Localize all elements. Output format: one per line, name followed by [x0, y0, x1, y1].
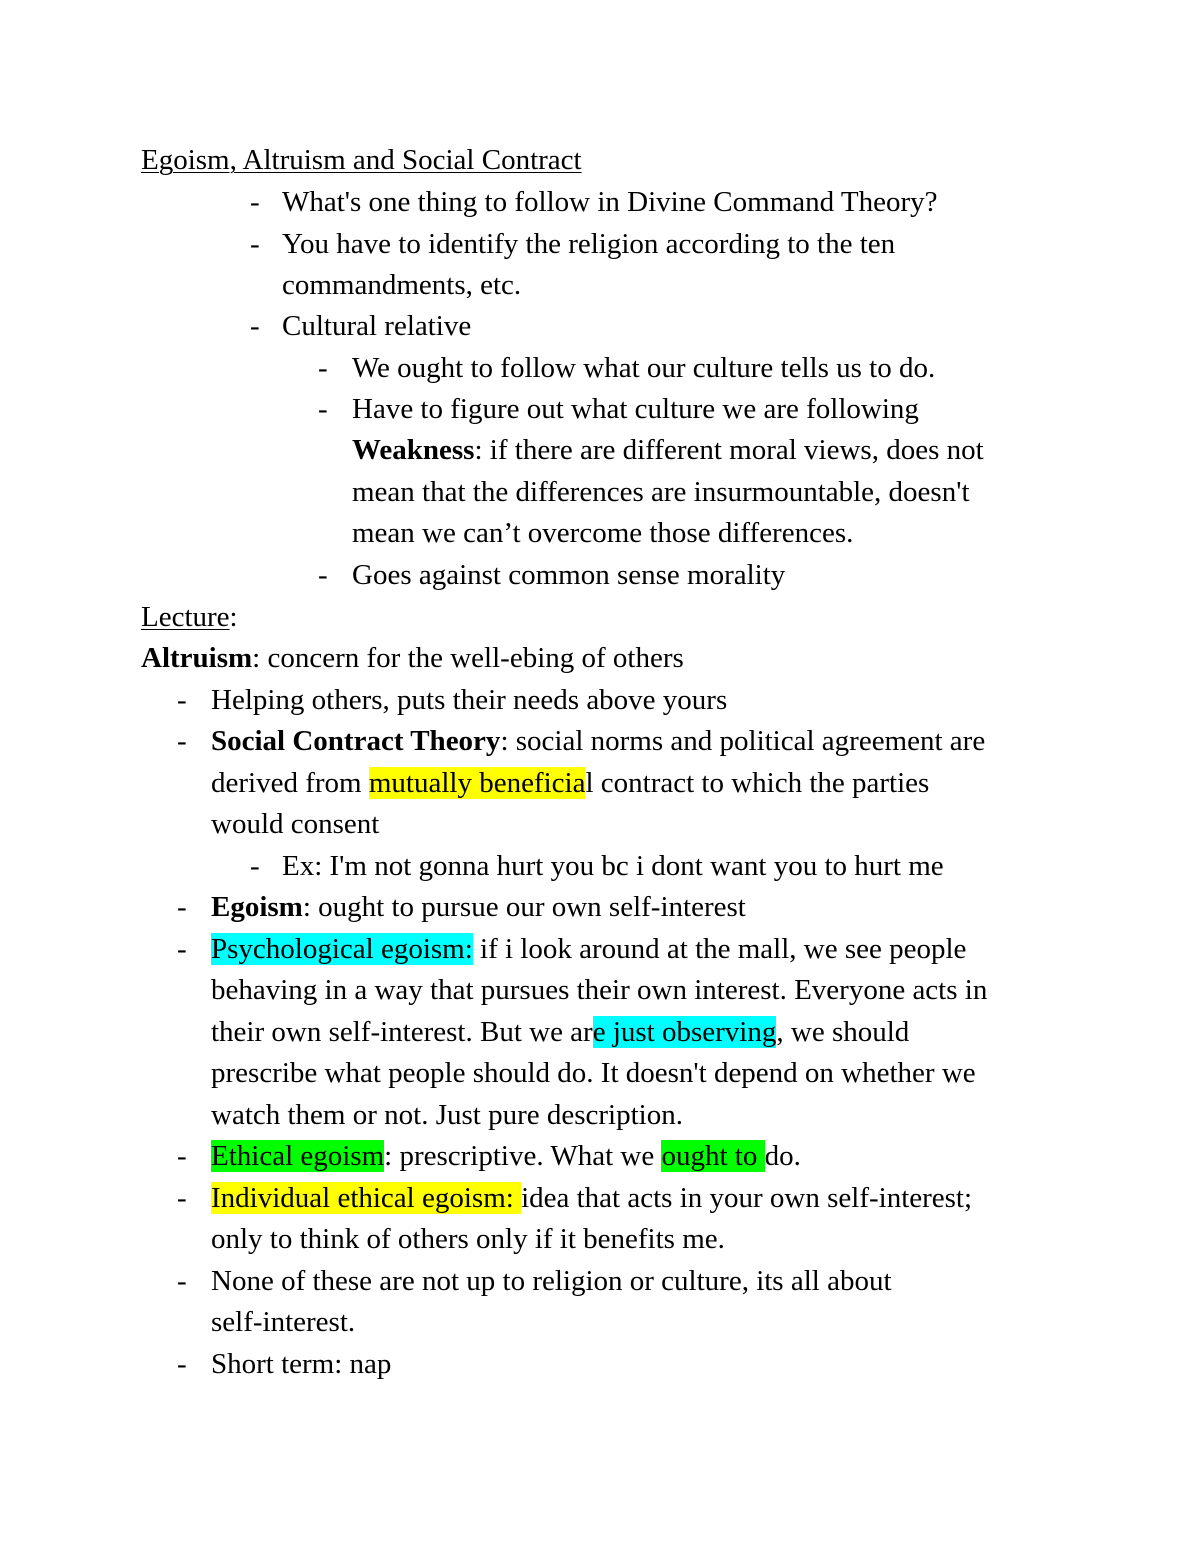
- egoism-def: : ought to pursue our own self-interest: [302, 891, 746, 923]
- cultural-subitem-figure-out: Have to figure out what culture we are following: [352, 393, 919, 425]
- lecture-item-helping: Helping others, puts their needs above yours: [211, 684, 728, 716]
- bullet-dash: -: [250, 228, 260, 260]
- altruism-term: Altruism: [141, 642, 253, 674]
- bullet-dash: -: [318, 559, 328, 591]
- bullet-dash: -: [177, 1182, 187, 1214]
- bullet-dash: -: [177, 891, 187, 923]
- lecture-heading-text: Lecture: [141, 601, 230, 633]
- lecture-heading: [141, 599, 238, 635]
- weakness-label: Weakness: [352, 434, 475, 466]
- sct-line3: would consent: [211, 808, 380, 840]
- review-item-religion-line2: commandments, etc.: [282, 269, 522, 301]
- sct-line1: [211, 723, 985, 759]
- ethical-egoism-line: [211, 1138, 801, 1174]
- review-item-cultural-relative: Cultural relative: [282, 310, 472, 342]
- psych-text: if i look around at the mall, we see people: [472, 933, 967, 965]
- psych-line4: prescribe what people should do. It doesn't depend on whether we: [211, 1057, 976, 1089]
- highlight-just-observing: e just observing: [592, 1016, 777, 1048]
- highlight-ought-to: ought to: [661, 1140, 765, 1172]
- document-title: Egoism, Altruism and Social Contract: [141, 144, 582, 176]
- sct-def: : social norms and political agreement are: [500, 725, 986, 757]
- cultural-subitem-common-sense: Goes against common sense morality: [352, 559, 786, 591]
- altruism-def: : concern for the well-ebing of others: [252, 642, 684, 674]
- sct-line2: [211, 765, 929, 801]
- bullet-dash: -: [177, 1348, 187, 1380]
- sct-text: l contract to which the parties: [585, 767, 930, 799]
- sct-text: derived from: [211, 767, 369, 799]
- lecture-heading-colon: :: [229, 601, 238, 633]
- ethical-text: do.: [764, 1140, 801, 1172]
- bullet-dash: -: [177, 933, 187, 965]
- weakness-line1: [352, 432, 984, 468]
- psych-text: , we should: [776, 1016, 910, 1048]
- bullet-dash: -: [250, 850, 260, 882]
- review-item-religion-line1: You have to identify the religion according to the ten: [282, 228, 896, 260]
- weakness-text: : if there are different moral views, does not: [474, 434, 984, 466]
- bullet-dash: -: [250, 310, 260, 342]
- bullet-dash: -: [177, 684, 187, 716]
- egoism-term: Egoism: [211, 891, 303, 923]
- psych-line1: [211, 931, 966, 967]
- none-line1: None of these are not up to religion or culture, its all about: [211, 1265, 892, 1297]
- altruism-definition: [141, 640, 684, 676]
- highlight-psychological-egoism: Psychological egoism:: [211, 933, 473, 965]
- individual-line2: only to think of others only if it benefits me.: [211, 1223, 725, 1255]
- short-term-line: Short term: nap: [211, 1348, 392, 1380]
- review-item-divine-command: What's one thing to follow in Divine Command Theory?: [282, 186, 938, 218]
- bullet-dash: -: [318, 352, 328, 384]
- bullet-dash: -: [177, 1140, 187, 1172]
- cultural-subitem-ought: We ought to follow what our culture tells us to do.: [352, 352, 936, 384]
- egoism-definition: [211, 889, 746, 925]
- individual-line1: [211, 1180, 972, 1216]
- sct-term: Social Contract Theory: [211, 725, 501, 757]
- weakness-line2: mean that the differences are insurmountable, doesn't: [352, 476, 970, 508]
- bullet-dash: -: [177, 725, 187, 757]
- ethical-text: : prescriptive. What we: [384, 1140, 662, 1172]
- highlight-individual-ethical-egoism: Individual ethical egoism:: [211, 1182, 522, 1214]
- bullet-dash: -: [250, 186, 260, 218]
- highlight-mutually-beneficial: mutually beneficia: [368, 767, 586, 799]
- psych-line5: watch them or not. Just pure description.: [211, 1099, 683, 1131]
- none-line2: self-interest.: [211, 1306, 356, 1338]
- psych-line3: [211, 1014, 909, 1050]
- highlight-ethical-egoism: Ethical egoism: [211, 1140, 385, 1172]
- psych-text: their own self-interest. But we ar: [211, 1016, 593, 1048]
- bullet-dash: -: [318, 393, 328, 425]
- weakness-line3: mean we can’t overcome those differences.: [352, 517, 854, 549]
- sct-example: Ex: I'm not gonna hurt you bc i dont want you to hurt me: [282, 850, 944, 882]
- bullet-dash: -: [177, 1265, 187, 1297]
- individual-text: idea that acts in your own self-interest;: [521, 1182, 973, 1214]
- psych-line2: behaving in a way that pursues their own interest. Everyone acts in: [211, 974, 988, 1006]
